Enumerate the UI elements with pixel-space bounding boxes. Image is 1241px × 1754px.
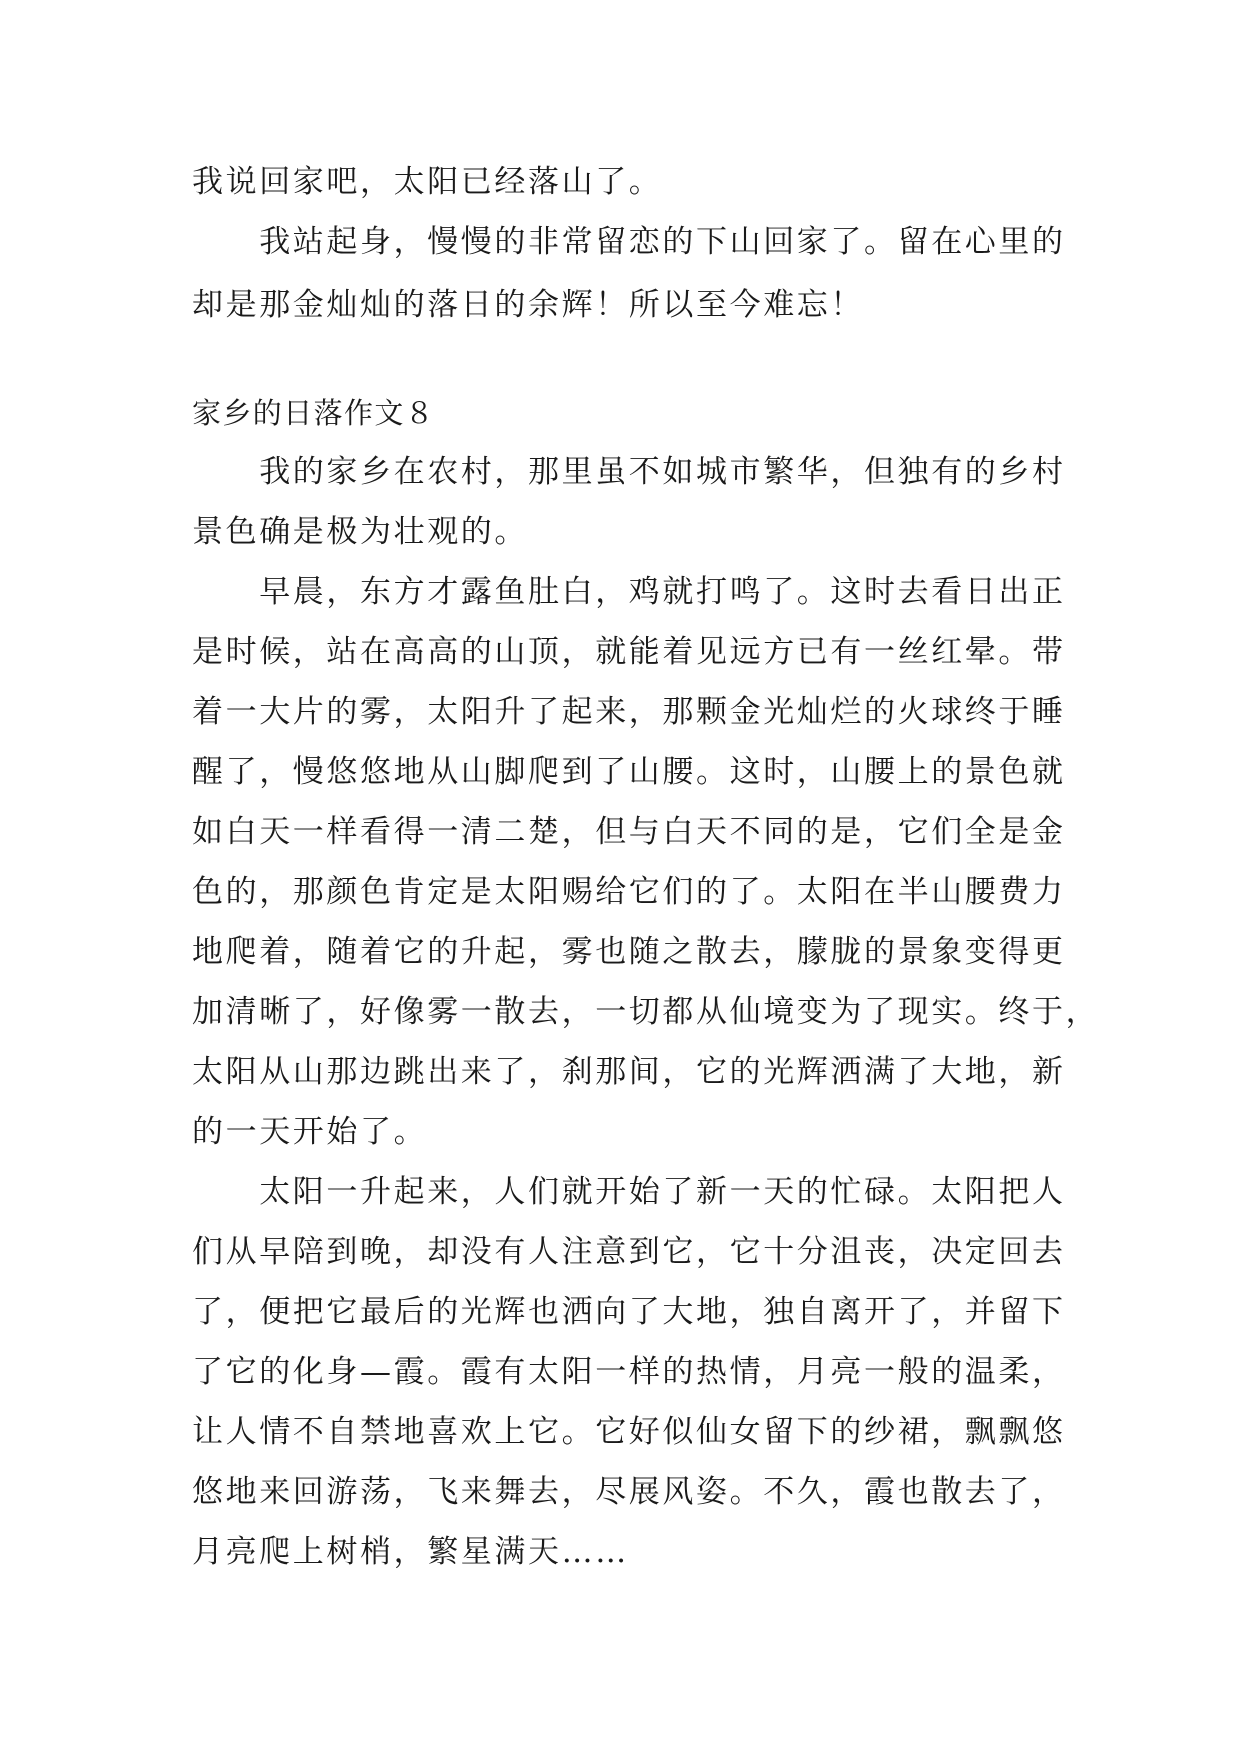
paragraph-line: 们从早陪到晚，却没有人注意到它，它十分沮丧，决定回去 <box>192 1234 1066 1270</box>
paragraph-line: 景色确是极为壮观的。 <box>192 514 528 550</box>
paragraph-line: 地爬着，随着它的升起，雾也随之散去，朦胧的景象变得更 <box>192 934 1066 970</box>
paragraph-line: 早晨，东方才露鱼肚白，鸡就打鸣了。这时去看日出正 <box>192 574 1066 610</box>
paragraph-line: 却是那金灿灿的落日的余辉！所以至今难忘！ <box>192 287 864 323</box>
paragraph-line: 我说回家吧，太阳已经落山了。 <box>192 164 663 200</box>
paragraph-line: 醒了，慢悠悠地从山脚爬到了山腰。这时，山腰上的景色就 <box>192 754 1066 790</box>
paragraph-line: 月亮爬上树梢，繁星满天…… <box>192 1534 629 1570</box>
paragraph-line: 如白天一样看得一清二楚，但与白天不同的是，它们全是金 <box>192 814 1066 850</box>
paragraph-line: 是时候，站在高高的山顶，就能着见远方已有一丝红晕。带 <box>192 634 1066 670</box>
paragraph-line: 太阳一升起来，人们就开始了新一天的忙碌。太阳把人 <box>192 1174 1066 1210</box>
paragraph-line: 的一天开始了。 <box>192 1114 428 1150</box>
paragraph-line: 我站起身，慢慢的非常留恋的下山回家了。留在心里的 <box>192 224 1066 260</box>
paragraph-line: 色的，那颜色肯定是太阳赐给它们的了。太阳在半山腰费力 <box>192 874 1066 910</box>
paragraph-line: 悠地来回游荡，飞来舞去，尽展风姿。不久，霞也散去了， <box>192 1474 1066 1510</box>
paragraph-line: 了它的化身—霞。霞有太阳一样的热情，月亮一般的温柔， <box>192 1354 1066 1390</box>
paragraph-line: 加清晰了，好像雾一散去，一切都从仙境变为了现实。终于， <box>192 994 1100 1030</box>
paragraph-line: 让人情不自禁地喜欢上它。它好似仙女留下的纱裙，飘飘悠 <box>192 1414 1066 1450</box>
paragraph-line: 我的家乡在农村，那里虽不如城市繁华，但独有的乡村 <box>192 454 1066 490</box>
paragraph-line: 着一大片的雾，太阳升了起来，那颗金光灿烂的火球终于睡 <box>192 694 1066 730</box>
paragraph-line: 了，便把它最后的光辉也洒向了大地，独自离开了，并留下 <box>192 1294 1066 1330</box>
paragraph-line: 太阳从山那边跳出来了，刹那间，它的光辉洒满了大地，新 <box>192 1054 1066 1090</box>
section-title: 家乡的日落作文８ <box>192 396 436 430</box>
